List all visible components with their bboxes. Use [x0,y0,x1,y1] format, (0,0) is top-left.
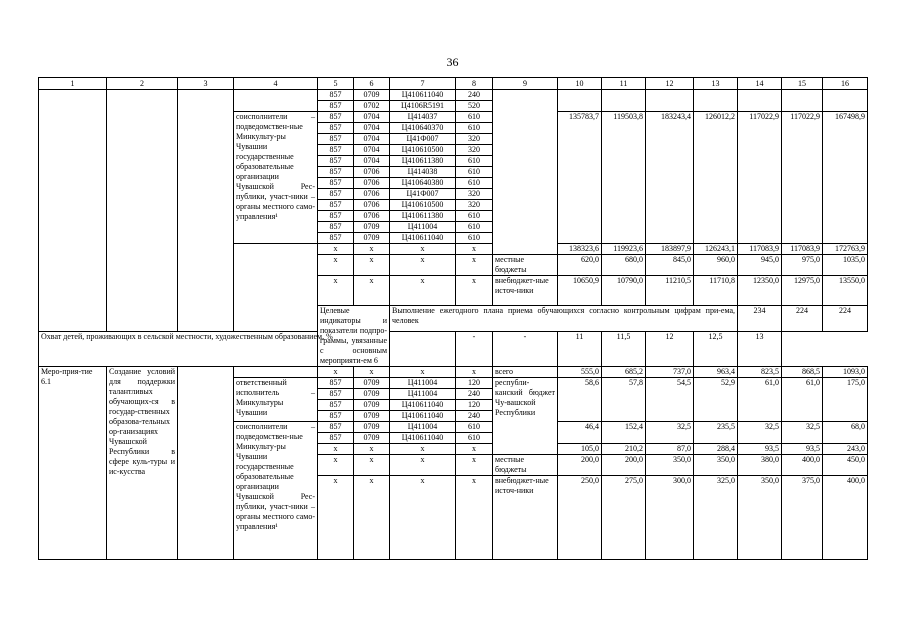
code-type: 610 [456,422,493,433]
value-cell: 12975,0 [782,276,823,306]
code-gov: 857 [318,378,354,389]
code-target: Ц410611040 [390,90,456,101]
code-target: Ц410611040 [390,400,456,411]
indicator-1-label: Выполнение ежегодного плана приема обучающихся согласно контрольным цифрам при-ема, человек [390,306,738,332]
event-description: Создание условий для поддержки талантливых обучающих-ся в государ-ственных образова-тельных ор-ганизациях Чувашской Республики в сфере куль-туры и ис-кусства [107,367,178,560]
header-cell: 14 [738,78,782,90]
value-cell: 117022,9 [738,112,782,244]
col2-blank [107,90,178,332]
value-cell: 1093,0 [823,367,868,378]
value-cell: 32,5 [738,422,782,444]
value-cell: 13550,0 [823,276,868,306]
code-gov: 857 [318,167,354,178]
code-gov: 857 [318,422,354,433]
x-mark: x [390,255,456,276]
value-cell: 350,0 [694,455,738,476]
value-cell: 93,5 [782,444,823,455]
value-cell: 126243,1 [694,244,738,255]
col4-blank [234,367,318,378]
table-row [39,367,868,378]
x-mark: x [456,255,493,276]
value-cell: 93,5 [738,444,782,455]
header-cell: 3 [178,78,234,90]
x-mark: x [354,455,390,476]
header-cell: 9 [493,78,558,90]
value-cell: 52,9 [694,378,738,422]
empty-cell [602,90,646,112]
code-type: 320 [456,189,493,200]
value-cell: 680,0 [602,255,646,276]
value-cell: 845,0 [646,255,694,276]
value-cell: 54,5 [646,378,694,422]
value-cell: 46,4 [558,422,602,444]
x-mark: x [318,244,354,255]
code-target: Ц411004 [390,422,456,433]
code-section: 0709 [354,233,390,244]
value-cell: 1035,0 [823,255,868,276]
code-type: 320 [456,134,493,145]
code-section: 0709 [354,422,390,433]
code-type: 610 [456,156,493,167]
header-cell: 2 [107,78,178,90]
value-cell: 117022,9 [782,112,823,244]
indicator-value: 12 [646,332,694,367]
source-extrabudget: внебюджет-ные источ-ники [493,276,558,306]
empty-cell [558,90,602,112]
code-type: 240 [456,411,493,422]
code-section: 0704 [354,156,390,167]
x-mark: x [456,276,493,306]
code-target: Ц410640380 [390,178,456,189]
code-target: Ц411004 [390,378,456,389]
code-gov: 857 [318,145,354,156]
budget-table [38,77,868,560]
code-target: Ц410611040 [390,411,456,422]
header-cell: 1 [39,78,107,90]
code-type: 320 [456,145,493,156]
code-gov: 857 [318,90,354,101]
code-target: Ц410610500 [390,145,456,156]
header-cell: 13 [694,78,738,90]
indicator-value: 224 [782,306,823,332]
code-type: 120 [456,400,493,411]
x-mark: x [456,476,493,560]
code-section: 0706 [354,189,390,200]
value-cell: 963,4 [694,367,738,378]
source-republic: республи-канский бюджет Чу-вашской Республики [493,378,558,455]
source-local: местные бюджеты [493,455,558,476]
value-cell: 200,0 [558,455,602,476]
code-gov: 857 [318,400,354,411]
value-cell: 58,6 [558,378,602,422]
header-cell: 5 [318,78,354,90]
code-gov: 857 [318,112,354,123]
code-target: Ц410610500 [390,200,456,211]
code-target: Ц410640370 [390,123,456,134]
value-cell: 135783,7 [558,112,602,244]
header-cell: 12 [646,78,694,90]
code-gov: 857 [318,123,354,134]
code-type: 520 [456,101,493,112]
value-cell: 300,0 [646,476,694,560]
code-gov: 857 [318,101,354,112]
x-mark: x [318,367,354,378]
value-cell: 210,2 [602,444,646,455]
value-cell: 68,0 [823,422,868,444]
value-cell: 12350,0 [738,276,782,306]
x-mark: x [456,444,493,455]
code-gov: 857 [318,189,354,200]
value-cell: 250,0 [558,476,602,560]
coexecutors-label: соисполнители – подведомствен-ные Минкульту-ры Чувашии государственные образовательные организации Чувашской Рес-публики, участ-ники – органы местного само-управления¹ [234,112,318,244]
x-mark: x [354,255,390,276]
code-gov: 857 [318,134,354,145]
header-row [39,78,868,90]
value-cell: 243,0 [823,444,868,455]
code-type: 240 [456,389,493,400]
value-cell: 620,0 [558,255,602,276]
value-cell: 200,0 [602,455,646,476]
col3-blank [178,90,234,332]
page-number: 36 [446,55,459,69]
code-gov: 857 [318,389,354,400]
value-cell: 119923,6 [602,244,646,255]
target-indicators-label: Целевые индикаторы и показатели подпро-граммы, увязанные с основным мероприяти-ем 6 [318,306,390,367]
code-type: 120 [456,378,493,389]
value-cell: 380,0 [738,455,782,476]
header-cell: 8 [456,78,493,90]
x-mark: x [354,367,390,378]
code-target: Ц411004 [390,389,456,400]
value-cell: 183243,4 [646,112,694,244]
col3-blank [178,367,234,560]
indicator-value: 11 [558,332,602,367]
table-row [39,332,868,367]
code-type: 320 [456,200,493,211]
code-gov: 857 [318,156,354,167]
coexecutors-label: соисполнители – подведомствен-ные Минкульту-ры Чувашии государственные образовательные организации Чувашской Рес-публики, участ-ники – органы местного само-управления¹ [234,422,318,560]
indicator-value: 11,5 [602,332,646,367]
code-target: Ц4106R5191 [390,101,456,112]
code-type: 610 [456,211,493,222]
code-type: 610 [456,178,493,189]
code-section: 0709 [354,433,390,444]
code-type: 610 [456,433,493,444]
code-type: 610 [456,123,493,134]
code-target: Ц410611380 [390,156,456,167]
code-gov: 857 [318,222,354,233]
x-mark: x [318,255,354,276]
value-cell: 57,8 [602,378,646,422]
x-mark: x [456,367,493,378]
empty-cell [782,90,823,112]
source-local: местные бюджеты [493,255,558,276]
code-section: 0704 [354,112,390,123]
header-cell: 16 [823,78,868,90]
code-section: 0706 [354,200,390,211]
code-type: 610 [456,112,493,123]
header-cell: 10 [558,78,602,90]
code-section: 0702 [354,101,390,112]
value-cell: 450,0 [823,455,868,476]
header-cell: 7 [390,78,456,90]
x-mark: x [390,444,456,455]
value-cell: 960,0 [694,255,738,276]
code-section: 0709 [354,389,390,400]
value-cell: 10650,9 [558,276,602,306]
x-mark: x [354,444,390,455]
code-type: 610 [456,167,493,178]
indicator-2-label: Охват детей, проживающих в сельской местности, художественным образованием, % [39,332,456,367]
col4-blank [234,244,318,332]
empty-cell [823,90,868,112]
x-mark: x [318,276,354,306]
value-cell: 117083,9 [782,244,823,255]
code-target: Ц410611040 [390,233,456,244]
value-cell: 167498,9 [823,112,868,244]
responsible-label: ответственный исполнитель – Минкультуры Чувашии [234,378,318,422]
code-target: Ц414037 [390,112,456,123]
code-target: Ц410611380 [390,211,456,222]
value-cell: 152,4 [602,422,646,444]
source-total: всего [493,367,558,378]
code-section: 0706 [354,167,390,178]
value-cell: 172763,9 [823,244,868,255]
header-cell: 4 [234,78,318,90]
value-cell: 61,0 [738,378,782,422]
value-cell: 685,2 [602,367,646,378]
indicator-value: 234 [738,306,782,332]
x-mark: x [318,455,354,476]
x-mark: x [354,276,390,306]
empty-cell [646,90,694,112]
code-section: 0709 [354,400,390,411]
code-target: Ц41Ф007 [390,189,456,200]
code-gov: 857 [318,233,354,244]
x-mark: x [390,276,456,306]
code-type: 240 [456,90,493,101]
code-section: 0709 [354,90,390,101]
code-section: 0704 [354,134,390,145]
empty-cell [694,90,738,112]
indicator-value: 224 [823,306,868,332]
x-mark: x [390,244,456,255]
indicator-value: - [493,332,558,367]
value-cell: 138323,6 [558,244,602,255]
source-extrabudget: внебюджет-ные источ-ники [493,476,558,560]
value-cell: 555,0 [558,367,602,378]
value-cell: 350,0 [646,455,694,476]
value-cell: 126012,2 [694,112,738,244]
value-cell: 737,0 [646,367,694,378]
indicator-value: 12,5 [694,332,738,367]
value-cell: 32,5 [782,422,823,444]
code-gov: 857 [318,433,354,444]
x-mark: x [318,476,354,560]
header-cell: 6 [354,78,390,90]
value-cell: 10790,0 [602,276,646,306]
x-mark: x [354,476,390,560]
table-body [39,78,868,560]
code-target: Ц41Ф007 [390,134,456,145]
code-type: 610 [456,222,493,233]
value-cell: 175,0 [823,378,868,422]
code-section: 0706 [354,178,390,189]
code-section: 0709 [354,222,390,233]
x-mark: x [354,244,390,255]
header-cell: 15 [782,78,823,90]
code-section: 0706 [354,211,390,222]
x-mark: x [456,455,493,476]
value-cell: 945,0 [738,255,782,276]
empty-cell [738,90,782,112]
x-mark: x [318,444,354,455]
code-gov: 857 [318,200,354,211]
code-type: 610 [456,233,493,244]
header-cell: 11 [602,78,646,90]
code-section: 0704 [354,123,390,134]
value-cell: 87,0 [646,444,694,455]
code-section: 0709 [354,411,390,422]
code-gov: 857 [318,211,354,222]
table-row [39,90,868,101]
x-mark: x [390,367,456,378]
col4-blank [234,90,318,112]
value-cell: 119503,8 [602,112,646,244]
code-target: Ц410611040 [390,433,456,444]
value-cell: 350,0 [738,476,782,560]
value-cell: 400,0 [782,455,823,476]
code-target: Ц411004 [390,222,456,233]
value-cell: 288,4 [694,444,738,455]
code-section: 0709 [354,378,390,389]
value-cell: 117083,9 [738,244,782,255]
code-target: Ц414038 [390,167,456,178]
value-cell: 235,5 [694,422,738,444]
value-cell: 32,5 [646,422,694,444]
value-cell: 823,5 [738,367,782,378]
value-cell: 275,0 [602,476,646,560]
indicator-value: 13 [738,332,782,367]
value-cell: 11210,5 [646,276,694,306]
event-label: Меро-прия-тие 6.1 [39,367,107,560]
value-cell: 11710,8 [694,276,738,306]
value-cell: 105,0 [558,444,602,455]
value-cell: 400,0 [823,476,868,560]
x-mark: x [456,244,493,255]
value-cell: 868,5 [782,367,823,378]
code-section: 0704 [354,145,390,156]
col1-blank [39,90,107,332]
value-cell: 375,0 [782,476,823,560]
value-cell: 325,0 [694,476,738,560]
indicator-value: - [456,332,493,367]
code-gov: 857 [318,178,354,189]
code-gov: 857 [318,411,354,422]
x-mark: x [390,455,456,476]
source-blank [493,90,558,255]
value-cell: 183897,9 [646,244,694,255]
x-mark: x [390,476,456,560]
value-cell: 61,0 [782,378,823,422]
value-cell: 975,0 [782,255,823,276]
